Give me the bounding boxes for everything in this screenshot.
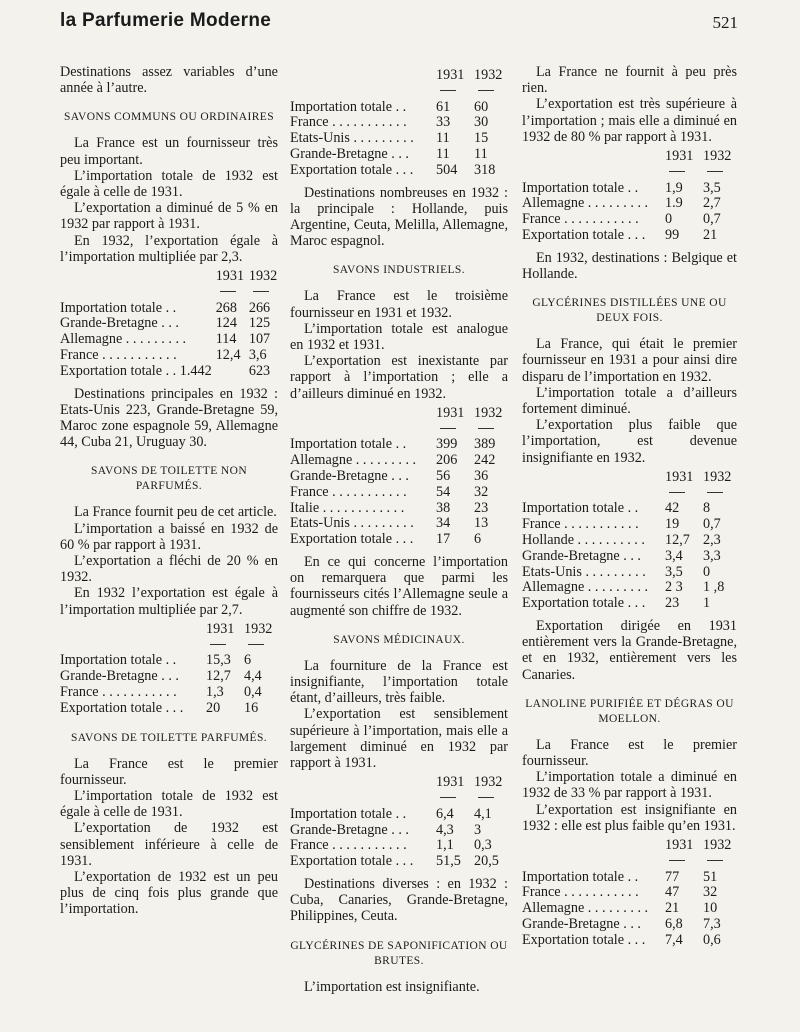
row-value: 107 [248,331,271,348]
table-row [522,533,737,549]
table-header-spacer [60,622,202,638]
row-value: 32 [474,483,489,500]
row-value: 623 [248,362,271,379]
table-header-spacer [522,149,661,165]
row-value: 3 [474,821,482,838]
year-header: 1931 [436,67,465,83]
row-value: 1,1 [436,837,454,854]
table-header-row [60,269,278,285]
year-header: 1931 [215,268,245,285]
table-header-row [522,470,737,486]
table-rule-row [60,638,278,654]
table-row [522,901,737,917]
dash-rule [440,797,456,798]
row-label: Exportation totale . . . [290,531,414,548]
row-value: 4,3 [436,821,454,838]
statistics-table [290,406,508,548]
row-label: Importation totale . . [60,299,177,316]
running-header [60,10,738,40]
row-label: Grande-Bretagne . . . [522,547,641,564]
row-value: 266 [248,299,271,316]
section-heading: GLYCÉRINES DE SAPONIFICATION OU BRUTES. [290,939,508,967]
row-label: France . . . . . . . . . . . [522,884,639,901]
section-heading: SAVONS DE TOILETTE PARFUMÉS. [70,731,268,744]
table-header-spacer [522,470,661,486]
table-rule-row [522,486,737,502]
table-header-row [290,406,508,422]
table-row [290,532,508,548]
row-value: 504 [436,161,458,178]
row-value: 77 [665,868,680,885]
table-header-spacer [290,775,432,791]
table-row [290,501,508,517]
table-row [522,517,737,533]
paragraph: Destinations nombreuses en 1932 : la principale : Hollande, puis Argentine, Ceuta, Melilla, Allemagne, Maroc espagnol. [290,184,508,250]
row-value: 23 [474,499,489,516]
table-row [290,516,508,532]
year-header: 1932 [474,67,503,83]
statistics-table [522,470,737,612]
paragraph: La France est le troisième fournisseur en 1931 et 1932. [290,288,508,321]
paragraph: Destinations principales en 1932 : Etats-Unis 223, Grande-Bretagne 59, Maroc zone espagnole 59, Allemagne 44, Cuba 21, Uruguay 30. [60,385,278,451]
row-label: Importation totale . . [290,436,407,453]
row-label: France . . . . . . . . . . . [290,837,407,854]
table-row [60,364,278,380]
paragraph: Exportation dirigée en 1931 entièrement vers la Grande-Bretagne, et en 1932, entièrement vers les Canaries. [522,618,737,683]
row-value: 34 [436,515,451,532]
dash-rule [707,492,723,493]
table-rule-row [290,422,508,438]
column-right [522,64,737,955]
row-value: 42 [665,500,680,517]
table-row [522,917,737,933]
row-value: 268 [215,299,237,316]
table-rule-row [522,854,737,870]
year-header: 1932 [244,620,273,637]
dash-rule [669,860,685,861]
statistics-table [290,775,508,870]
row-value: 389 [474,436,496,453]
row-value: 12,7 [206,668,231,685]
paragraph: La France, qui était le premier fournisseur en 1931 a pour ainsi dire disparu de l’importation en 1932. [522,336,737,385]
table-row [522,549,737,565]
section-heading: SAVONS MÉDICINAUX. [333,633,465,646]
table-row [290,807,508,823]
table-row [290,100,508,116]
row-value: 60 [474,98,489,115]
row-value: 23 [665,595,680,612]
paragraph: L’importation totale a diminué en 1932 de 33 % par rapport à 1931. [522,769,737,802]
paragraph: La France fournit peu de cet article. [74,504,277,521]
column-middle [290,64,508,995]
dash-rule [669,492,685,493]
table-row [522,933,737,949]
row-label: Importation totale . . [522,179,639,196]
row-value: 36 [474,468,489,484]
row-value: 1,3 [206,684,224,701]
paragraph: L’importation a baissé en 1932 de 60 % par rapport à 1931. [60,520,278,553]
year-header: 1932 [474,774,503,791]
section-heading: SAVONS COMMUNS OU ORDINAIRES [63,111,275,124]
row-value: 47 [665,884,680,901]
table-header-spacer [522,838,661,854]
section-heading: LANOLINE PURIFIÉE ET DÉGRAS OU MOELLON. [525,697,734,725]
table-row [290,823,508,839]
table-row [522,870,737,886]
row-value: 20 [206,699,221,716]
paragraph: L’exportation a diminué de 5 % en 1932 par rapport à 1931. [60,200,278,233]
section-heading: SAVONS INDUSTRIELS. [333,264,465,277]
row-value: 54 [436,483,451,500]
row-label: Etats-Unis . . . . . . . . . [290,515,414,532]
row-value: 15 [474,130,489,147]
row-label: France . . . . . . . . . . . [60,347,177,364]
dash-rule [478,428,494,429]
row-label: France . . . . . . . . . . . [522,516,639,533]
row-label: Importation totale . . [60,652,177,669]
row-value: 20,5 [474,853,499,870]
paragraph: Destinations diverses : en 1932 : Cuba, Canaries, Grande-Bretagne, Philippines, Ceuta. [290,876,508,925]
paragraph: La France est le premier fournisseur. [522,736,737,770]
paragraph: Destinations assez variables d’une année à l’autre. [60,64,278,97]
row-label: France . . . . . . . . . . . [290,114,407,131]
paragraph: L’exportation est insignifiante en 1932 : elle est plus faible qu’en 1931. [522,801,737,834]
row-value [212,364,245,380]
row-value: 0 [665,211,673,228]
paragraph: L’importation est insignifiante. [304,978,480,995]
row-label: Allemagne . . . . . . . . . [522,195,649,212]
row-label: France . . . . . . . . . . . [60,684,177,701]
statistics-table [290,68,508,179]
table-row [290,147,508,163]
row-value: 19 [665,516,680,533]
row-value: 0,4 [244,684,262,701]
dash-rule [440,428,456,429]
row-value: 114 [215,331,237,348]
row-value: 0,7 [703,211,721,228]
table-row [290,163,508,179]
paragraph: L’exportation plus faible que l’importation, est devenue insignifiante en 1932. [522,417,737,466]
table-row [290,854,508,870]
paragraph: L’importation totale de 1932 est égale à celle de 1931. [60,167,278,201]
year-header: 1932 [703,468,732,485]
year-header: 1931 [665,468,694,485]
dash-rule [478,90,494,91]
row-value: 3,6 [248,347,267,364]
paragraph: L’exportation est sensiblement supérieure à l’importation, mais elle a largement diminué en 1932 par rapport à 1931. [290,706,508,772]
row-label: Importation totale . . [522,500,639,517]
row-value: 125 [248,315,271,332]
row-value: 6,4 [436,805,454,822]
table-header-spacer [290,406,432,422]
dash-rule [707,171,723,172]
row-label: Importation totale . . [290,805,407,822]
table-header-spacer [290,68,432,84]
row-value: 1 ,8 [703,579,725,596]
row-value: 3,4 [665,547,683,564]
table-row [290,131,508,147]
year-header: 1931 [665,837,694,854]
row-value: 2,7 [703,195,721,212]
year-header: 1932 [703,148,732,165]
paragraph: La France est un fournisseur très peu important. [60,135,278,168]
row-value: 399 [436,436,458,453]
row-value: 2,3 [703,532,721,549]
row-label: Exportation totale . . . [60,699,184,716]
table-row [290,469,508,485]
table-row [522,228,737,244]
paragraph: L’importation totale a d’ailleurs fortement diminué. [522,384,737,418]
row-label: Importation totale . . [290,98,407,115]
row-value: 7,3 [703,916,721,933]
statistics-table [522,149,737,244]
row-label: Italie . . . . . . . . . . . . [290,499,405,516]
paragraph: La France est le premier fournisseur. [60,755,278,788]
statistics-table [522,838,737,949]
row-label: Grande-Bretagne . . . [60,668,179,685]
table-header-row [522,149,737,165]
row-value: 99 [665,227,680,243]
row-value: 1.9 [665,195,683,212]
row-value: 61 [436,98,451,115]
paragraph: L’exportation a fléchi de 20 % en 1932. [60,553,278,586]
row-value: 16 [244,699,259,716]
row-value: 206 [436,452,458,469]
dash-rule [220,291,236,292]
row-label: Grande-Bretagne . . . [60,315,179,332]
row-label: France . . . . . . . . . . . [290,483,407,500]
table-row [290,437,508,453]
row-value: 0,6 [703,931,721,948]
table-row [290,115,508,131]
year-header: 1931 [206,620,235,637]
table-rule-row [522,165,737,181]
row-label: Grande-Bretagne . . . [522,916,641,933]
row-value: 30 [474,114,489,131]
year-header: 1931 [665,148,694,165]
section-heading: SAVONS DE TOILETTE NON PARFUMÉS. [90,465,248,493]
row-value: 3,3 [703,547,721,564]
row-label: Grande-Bretagne . . . [290,468,409,484]
row-value: 12,4 [215,347,241,364]
row-value: 242 [474,452,496,469]
row-label: Exportation totale . . . [290,853,414,870]
row-value: 21 [665,900,680,917]
dash-rule [669,171,685,172]
dash-rule [707,860,723,861]
table-row [60,332,278,348]
row-label: Exportation totale . . . [522,227,646,243]
row-value: 12,7 [665,532,690,549]
row-label: Allemagne . . . . . . . . . [522,900,649,917]
journal-title: la Parfumerie Moderne [60,10,272,31]
paragraph: L’exportation est très supérieure à l’importation ; mais elle a diminué en 1932 de 80 % par rapport à 1931. [522,96,737,145]
table-header-row [290,775,508,791]
dash-rule [253,291,269,292]
row-value: 7,4 [665,931,683,948]
section-heading: GLYCÉRINES DISTILLÉES UNE OU DEUX FOIS. [532,297,727,325]
table-row [522,885,737,901]
table-row [60,301,278,317]
paragraph: En 1932, destinations : Belgique et Hollande. [522,249,737,282]
row-label: Exportation totale . . . [522,931,646,948]
paragraph: La France ne fournit à peu près rien. [522,64,737,97]
table-header-row [522,838,737,854]
table-header-row [60,622,278,638]
row-label: Exportation totale . . 1.442 [60,362,212,379]
row-value: 2 3 [665,579,683,596]
year-header: 1931 [436,774,465,791]
paragraph: L’importation totale est analogue en 1932 et 1931. [290,320,508,353]
row-value: 1,9 [665,179,683,196]
table-row [60,348,278,364]
paragraph: En 1932 l’exportation est égale à l’importation multipliée par 2,7. [60,585,278,618]
paragraph: L’exportation est inexistante par rapport à l’importation ; elle a d’ailleurs diminué en 1932. [290,353,508,402]
row-value: 6 [244,652,252,669]
table-row [290,838,508,854]
table-row [60,316,278,332]
table-row [522,196,737,212]
row-value: 4,4 [244,668,262,685]
row-value: 6 [474,531,482,548]
row-value: 15,3 [206,652,231,669]
table-row [60,653,278,669]
row-value: 3,5 [703,179,721,196]
row-value: 11 [436,145,450,162]
paragraph: L’importation totale de 1932 est égale à celle de 1931. [60,788,278,821]
table-row [60,669,278,685]
paragraph: L’exportation de 1932 est un peu plus de cinq fois plus grande que l’importation. [60,869,278,918]
row-value: 10 [703,900,718,917]
row-value: 56 [436,468,451,484]
row-value: 1 [703,595,711,612]
row-value: 3,5 [665,563,683,580]
row-value: 318 [474,161,496,178]
paragraph: En ce qui concerne l’importation on remarquera que parmi les fournisseurs cités l’Allemagne seule a augmenté son chiffre de 1932. [290,553,508,619]
paragraph: La fourniture de la France est insignifiante, l’importation totale étant, d’ailleurs, très faible. [290,657,508,707]
table-row [522,501,737,517]
statistics-table [60,622,278,717]
row-value: 51,5 [436,853,461,870]
row-label: Allemagne . . . . . . . . . [290,452,417,469]
table-header-spacer [60,269,212,285]
table-row [290,453,508,469]
row-value: 32 [703,884,718,901]
row-value: 124 [215,315,237,332]
row-value: 11 [474,145,488,162]
table-rule-row [290,791,508,807]
column-left [60,64,278,918]
table-row [522,212,737,228]
row-value: 0,7 [703,516,721,533]
row-label: France . . . . . . . . . . . [522,211,639,228]
row-value: 38 [436,499,451,516]
dash-rule [478,797,494,798]
row-value: 51 [703,868,718,885]
table-row [60,685,278,701]
paragraph: En 1932, l’exportation égale à l’importation multipliée par 2,3. [60,232,278,265]
row-label: Etats-Unis . . . . . . . . . [522,563,646,580]
row-label: Allemagne . . . . . . . . . [522,579,649,596]
row-value: 13 [474,515,489,532]
statistics-table [60,269,278,380]
row-value: 21 [703,227,718,243]
table-row [522,596,737,612]
row-value: 4,1 [474,805,492,822]
table-rule-row [60,285,278,301]
table-row [60,701,278,717]
row-value: 0,3 [474,837,492,854]
row-label: Hollande . . . . . . . . . . [522,532,645,549]
year-header: 1931 [436,404,465,421]
row-label: Etats-Unis . . . . . . . . . [290,130,414,147]
row-label: Exportation totale . . . [522,595,646,612]
row-label: Grande-Bretagne . . . [290,145,409,162]
year-header: 1932 [703,837,732,854]
table-rule-row [290,84,508,100]
row-value: 11 [436,130,450,147]
table-header-row [290,68,508,84]
dash-rule [210,644,226,645]
row-value: 33 [436,114,451,131]
year-header: 1932 [248,268,278,285]
dash-rule [248,644,264,645]
page-number: 521 [712,13,738,32]
paragraph: L’exportation de 1932 est sensiblement inférieure à celle de 1931. [60,820,278,869]
table-row [522,181,737,197]
row-label: Grande-Bretagne . . . [290,821,409,838]
row-label: Exportation totale . . . [290,161,414,178]
row-value: 17 [436,531,451,548]
row-label: Importation totale . . [522,868,639,885]
dash-rule [440,90,456,91]
table-row [290,485,508,501]
table-row [522,565,737,581]
table-row [522,580,737,596]
row-value: 6,8 [665,916,683,933]
row-value: 8 [703,500,711,517]
row-label: Allemagne . . . . . . . . . [60,331,187,348]
year-header: 1932 [474,404,503,421]
row-value: 0 [703,563,711,580]
